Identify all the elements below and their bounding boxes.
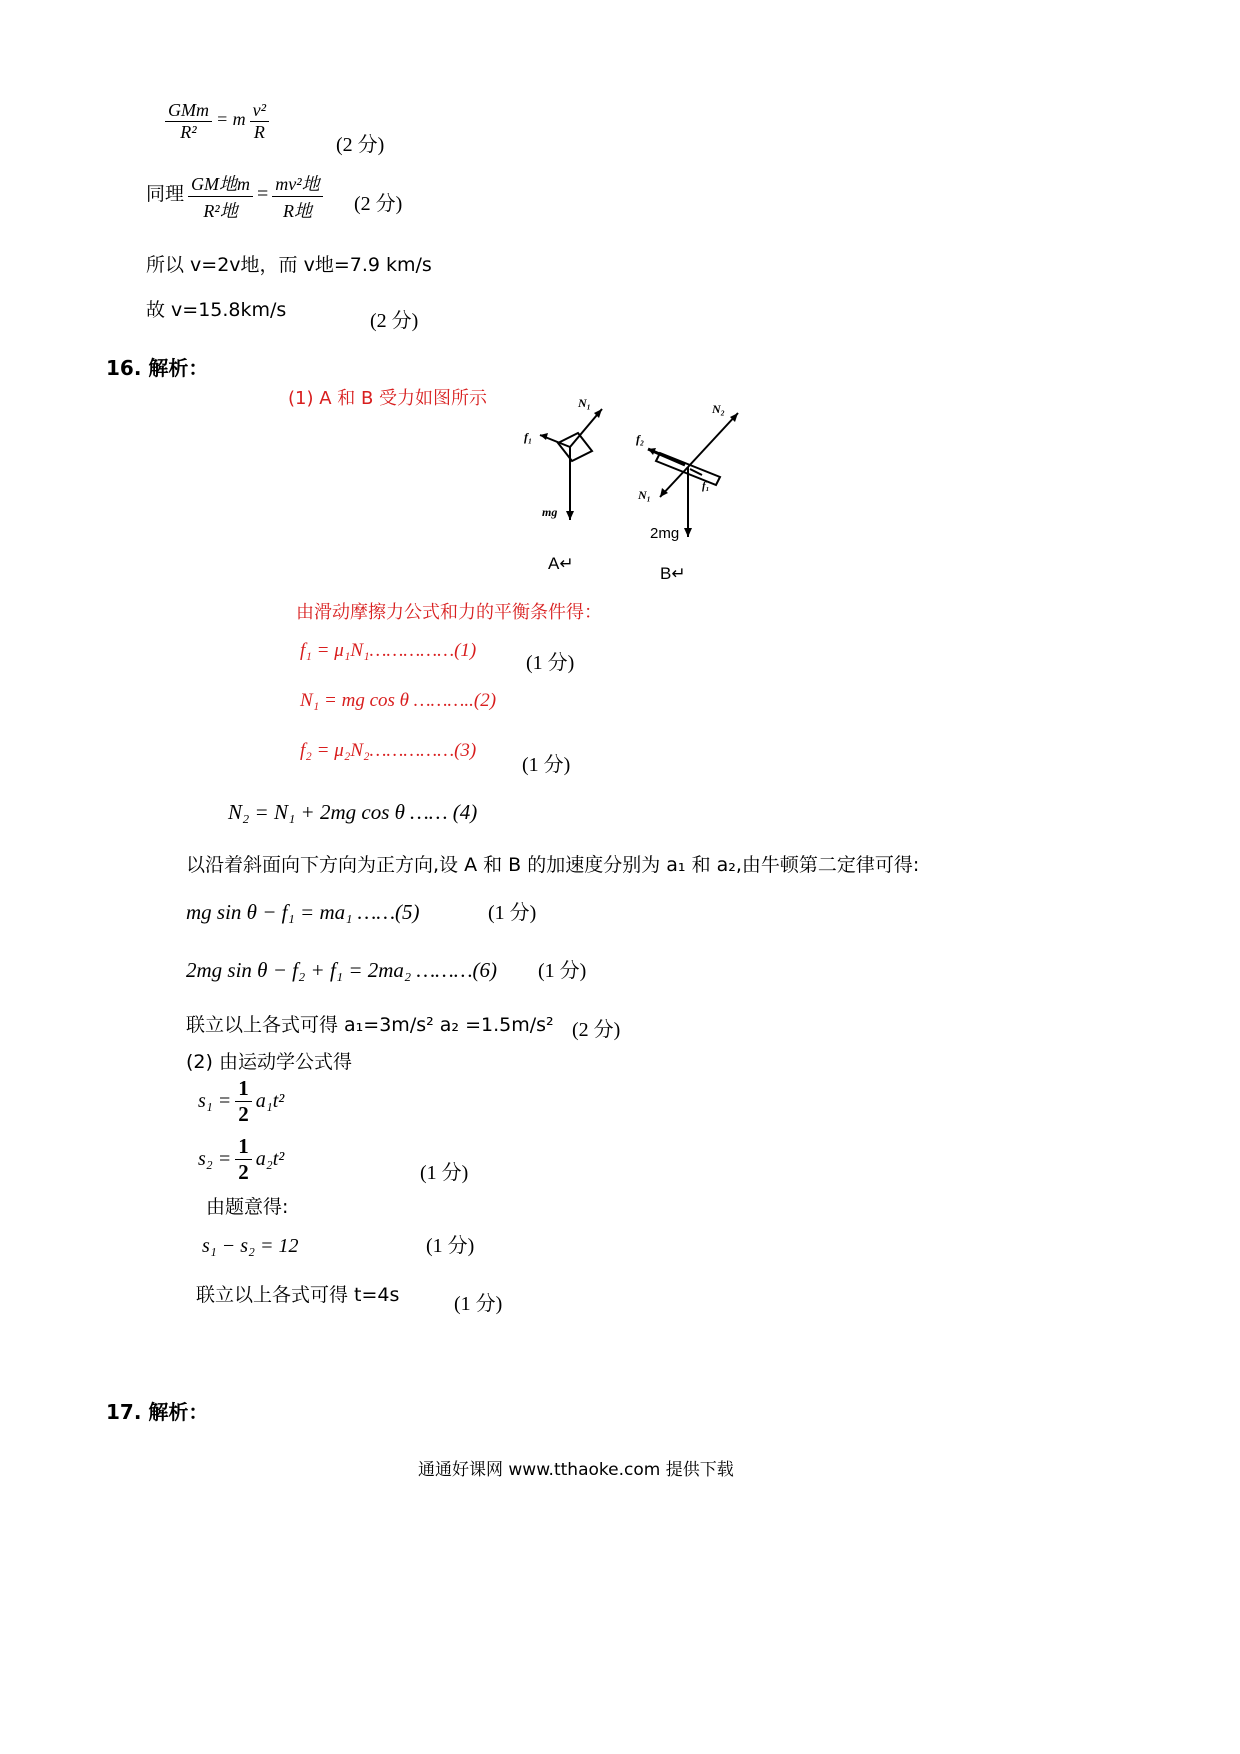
force-diagram: [510, 395, 760, 595]
eq2: N₁ = mg cos θ ………..(2): [300, 690, 497, 711]
s1-num: 1: [235, 1076, 252, 1102]
s2-lhs: s₂ =: [198, 1148, 232, 1170]
q16-heading: 16. 解析：: [106, 356, 209, 380]
part2-title: (2) 由运动学公式得: [186, 1051, 352, 1073]
eq-earth-prefix: 同理: [146, 183, 185, 206]
caption-a: A↵: [548, 554, 574, 573]
s1-lhs: s₁ =: [198, 1090, 232, 1112]
line-therefore: 故 v=15.8km/s: [146, 299, 287, 321]
block-a: [558, 433, 592, 461]
eq-earth-rhs-den: R地: [282, 201, 312, 221]
label-f2-b: f₂: [636, 432, 645, 446]
label-2mg-b: 2mg: [650, 525, 680, 542]
eq-earth-rhs-num: mv²地: [272, 170, 322, 197]
eq-earth-lhs-num: GM地m: [188, 170, 253, 197]
eq3: f₂ = μ₂N₂……………(3): [300, 740, 477, 761]
label-n2-b: N₂: [712, 402, 725, 416]
arrow-n2-b: [688, 413, 738, 467]
eq-grav-lhs-num: GMm: [165, 100, 212, 122]
eq1: f₁ = μ₁N₁……………(1): [300, 640, 477, 661]
label-f1-b: f₁: [702, 480, 710, 492]
q17-heading: 17. 解析：: [106, 1400, 209, 1424]
eq6: 2mg sin θ − f₂ + f₁ = 2ma₂ ………(6): [186, 958, 497, 982]
eq-earth-lhs-den: R²地: [203, 201, 238, 221]
score-s2: (1 分): [420, 1162, 469, 1184]
score-eq5: (1 分): [488, 902, 537, 924]
score-eq1: (1 分): [526, 652, 575, 674]
eq-grav-rhs-num: v²: [250, 100, 269, 122]
score-grav: (2 分): [336, 134, 385, 156]
score-eq3: (1 分): [522, 754, 571, 776]
s1-rhs: a₁t²: [255, 1090, 285, 1112]
equation-s1: [198, 1076, 284, 1127]
line-so: 所以 v=2v地，而 v地=7.9 km/s: [146, 254, 432, 276]
eq-grav-lhs-den: R²: [180, 122, 197, 142]
eq-grav-mid: = m: [216, 109, 246, 130]
score-therefore: (2 分): [370, 310, 419, 332]
friction-intro: 由滑动摩擦力公式和力的平衡条件得：: [296, 602, 602, 623]
label-n1-a: N₁: [578, 396, 591, 410]
label-n1-b: N₁: [638, 488, 651, 502]
given-text: 由题意得:: [206, 1196, 289, 1218]
s2-num: 1: [235, 1134, 252, 1160]
score-combine1: (2 分): [572, 1019, 621, 1041]
part1-title: (1) A 和 B 受力如图所示: [288, 388, 488, 409]
eq4: N₂ = N₁ + 2mg cos θ …… (4): [228, 800, 478, 824]
caption-b: B↵: [660, 564, 686, 583]
score-earth: (2 分): [354, 193, 403, 215]
score-eq6: (1 分): [538, 960, 587, 982]
equation-earth: [146, 170, 323, 223]
equation-s2: [198, 1134, 284, 1185]
diagram-a: [524, 396, 602, 573]
diagram-b: [636, 402, 738, 583]
equation-gravity: [165, 100, 269, 143]
s2-den: 2: [238, 1160, 249, 1184]
score-diff: (1 分): [426, 1235, 475, 1257]
label-f1-a: f₁: [524, 430, 533, 444]
eq-diff: s₁ − s₂ = 12: [202, 1235, 299, 1257]
page-footer: 通通好课网 www.tthaoke.com 提供下载: [418, 1460, 734, 1480]
label-mg-a: mg: [542, 505, 558, 519]
s2-rhs: a₂t²: [255, 1148, 285, 1170]
s1-den: 2: [238, 1102, 249, 1126]
eq-earth-equals: =: [257, 183, 269, 206]
eq5: mg sin θ − f₁ = ma₁ ……(5): [186, 900, 420, 924]
combine2: 联立以上各式可得 t=4s: [196, 1284, 400, 1306]
score-combine2: (1 分): [454, 1293, 503, 1315]
eq-grav-rhs-den: R: [253, 122, 265, 142]
combine1: 联立以上各式可得 a₁=3m/s² a₂ =1.5m/s²: [186, 1014, 554, 1036]
direction-text: 以沿着斜面向下方向为正方向,设 A 和 B 的加速度分别为 a₁ 和 a₂,由牛顿第二定律可得:: [186, 854, 920, 876]
